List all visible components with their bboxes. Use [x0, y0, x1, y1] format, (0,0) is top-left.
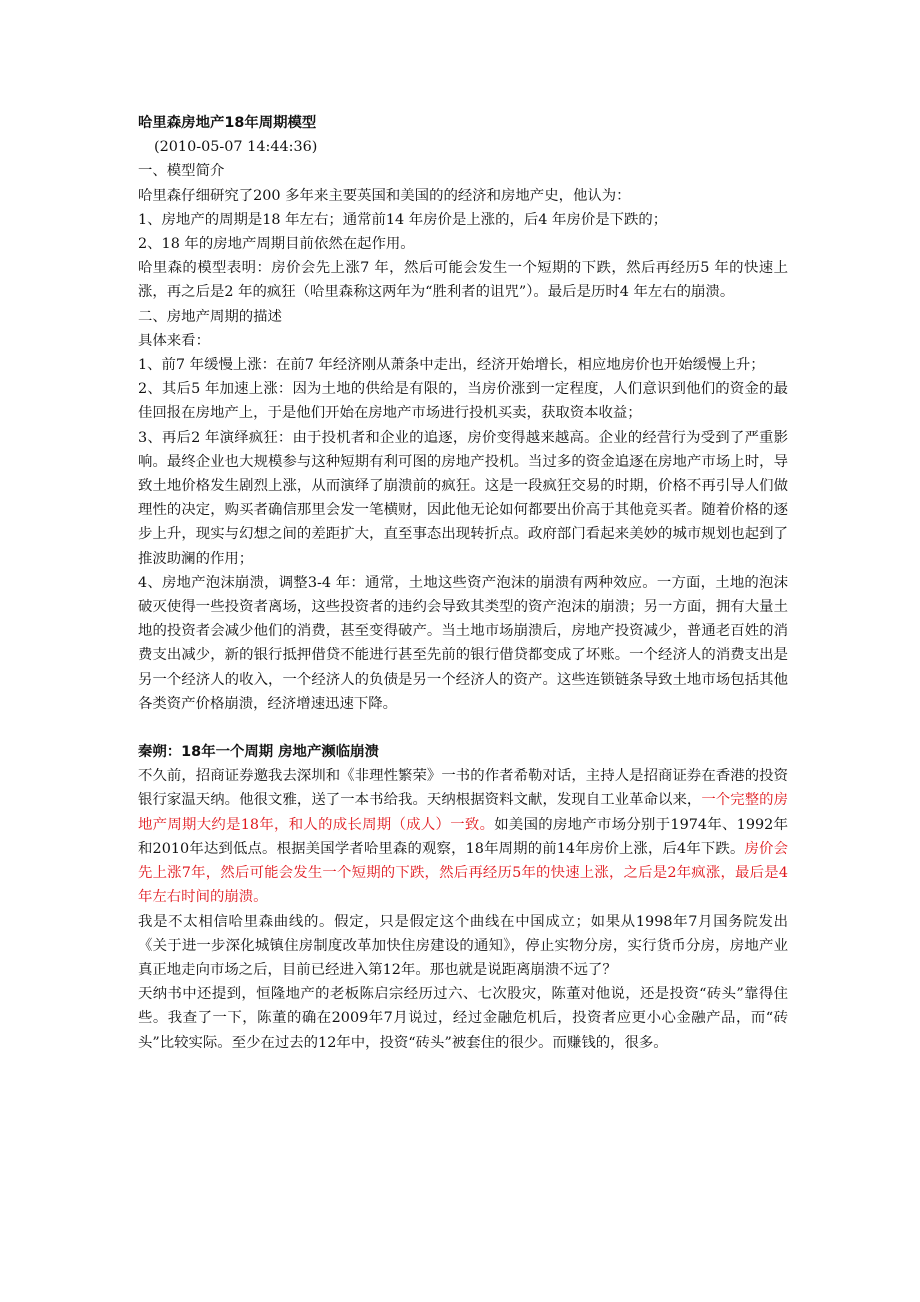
paragraph: 1、房地产的周期是18 年左右；通常前14 年房价是上涨的，后4 年房价是下跌的； [138, 211, 668, 228]
highlighted-text: 一个完整的房地产周期大约是18年，和人的成长周期（成人）一致。 [138, 792, 788, 833]
paragraph [138, 764, 788, 909]
paragraph: 天纳书中还提到，恒隆地产的老板陈启宗经历过六、七次股灾，陈董对他说，还是投资“砖头”靠得住些。我查了一下，陈董的确在2009年7月说过，经过金融危机后，投资者应更小心金融产品，而“砖头”比较实际。至少在过去的12年中，投资“砖头”被套住的很少。而赚钱的，很多。 [138, 986, 788, 1051]
paragraph: 哈里森的模型表明：房价会先上涨7 年，然后可能会发生一个短期的下跌，然后再经历5 年的快速上涨，再之后是2 年的疯狂（哈里森称这两年为“胜利者的诅咒”）。最后是历时4 年左右的崩溃。 [138, 260, 788, 301]
paragraph: 2、其后5 年加速上涨：因为土地的供给是有限的，当房价涨到一定程度，人们意识到他们的资金的最佳回报在房地产上，于是他们开始在房地产市场进行投机买卖，获取资本收益； [138, 381, 788, 422]
paragraph: 4、房地产泡沫崩溃，调整3-4 年：通常，土地这些资产泡沫的崩溃有两种效应。一方面，土地的泡沫破灭使得一些投资者离场，这些投资者的违约会导致其类型的资产泡沫的崩溃；另一方面，拥有大量土地的投资者会减少他们的消费，甚至变得破产。当土地市场崩溃后，房地产投资减少，普通老百姓的消费支出减少，新的银行抵押借贷不能进行甚至先前的银行借贷都变成了坏账。一个经济人的消费支出是另一个经济人的收入，一个经济人的负债是另一个经济人的资产。这些连锁链条导致土地市场包括其他各类资产价格崩溃，经济增速迅速下降。 [138, 574, 788, 712]
highlighted-text: 房价会先上涨7年，然后可能会发生一个短期的下跌，然后再经历5年的快速上涨，之后是2年疯涨，最后是4年左右时间的崩溃。 [138, 840, 788, 906]
paragraph: 哈里森仔细研究了200 多年来主要英国和美国的的经济和房地产史，他认为： [138, 187, 631, 204]
paragraph: 1、前7 年缓慢上涨：在前7 年经济刚从萧条中走出，经济开始增长，相应地房价也开始缓慢上升； [138, 357, 765, 374]
paragraph: 具体来看： [138, 332, 210, 349]
paragraph: 一、模型简介 [138, 163, 225, 180]
article-title: 哈里森房地产18年周期模型 [138, 115, 317, 131]
section-gap [138, 716, 788, 740]
article-timestamp: (2010-05-07 14:44:36) [154, 139, 318, 156]
paragraph: 3、再后2 年演绎疯狂：由于投机者和企业的追逐，房价变得越来越高。企业的经营行为受到了严重影响。最终企业也大规模参与这种短期有利可图的房地产投机。当过多的资金追逐在房地产市场上时，导致土地价格发生剧烈上涨，从而演绎了崩溃前的疯狂。这是一段疯狂交易的时期，价格不再引导人们做理性的决定，购买者确信那里会发一笔横财，因此他无论如何都要出价高于其他竞买者。随着价格的逐步上升，现实与幻想之间的差距扩大，直至事态出现转折点。政府部门看起来美妙的城市规划也起到了推波助澜的作用； [138, 429, 788, 567]
document-page [138, 111, 788, 1055]
article-title: 秦朔：18年一个周期 房地产濒临崩溃 [138, 744, 379, 761]
paragraph: 二、房地产周期的描述 [138, 308, 282, 325]
paragraph: 我是不太相信哈里森曲线的。假定，只是假定这个曲线在中国成立；如果从1998年7月国务院发出《关于进一步深化城镇住房制度改革加快住房建设的通知》，停止实物分房，实行货币分房，房地产业真正地走向市场之后，目前已经进入第12年。那也就是说距离崩溃不远了？ [138, 913, 788, 978]
text-run: 如美国的房地产市场分别于1974年、1992年和2010年达到低点。根据美国学者哈里森的观察，18年周期的前14年房价上涨，后4年下跌。 [138, 816, 788, 857]
paragraph: 2、18 年的房地产周期目前依然在起作用。 [138, 236, 415, 253]
text-run: 不久前，招商证券邀我去深圳和《非理性繁荣》一书的作者希勒对话，主持人是招商证券在香港的投资银行家温天纳。他很文雅，送了一本书给我。天纳根据资料文献，发现自工业革命以来， [138, 768, 788, 809]
